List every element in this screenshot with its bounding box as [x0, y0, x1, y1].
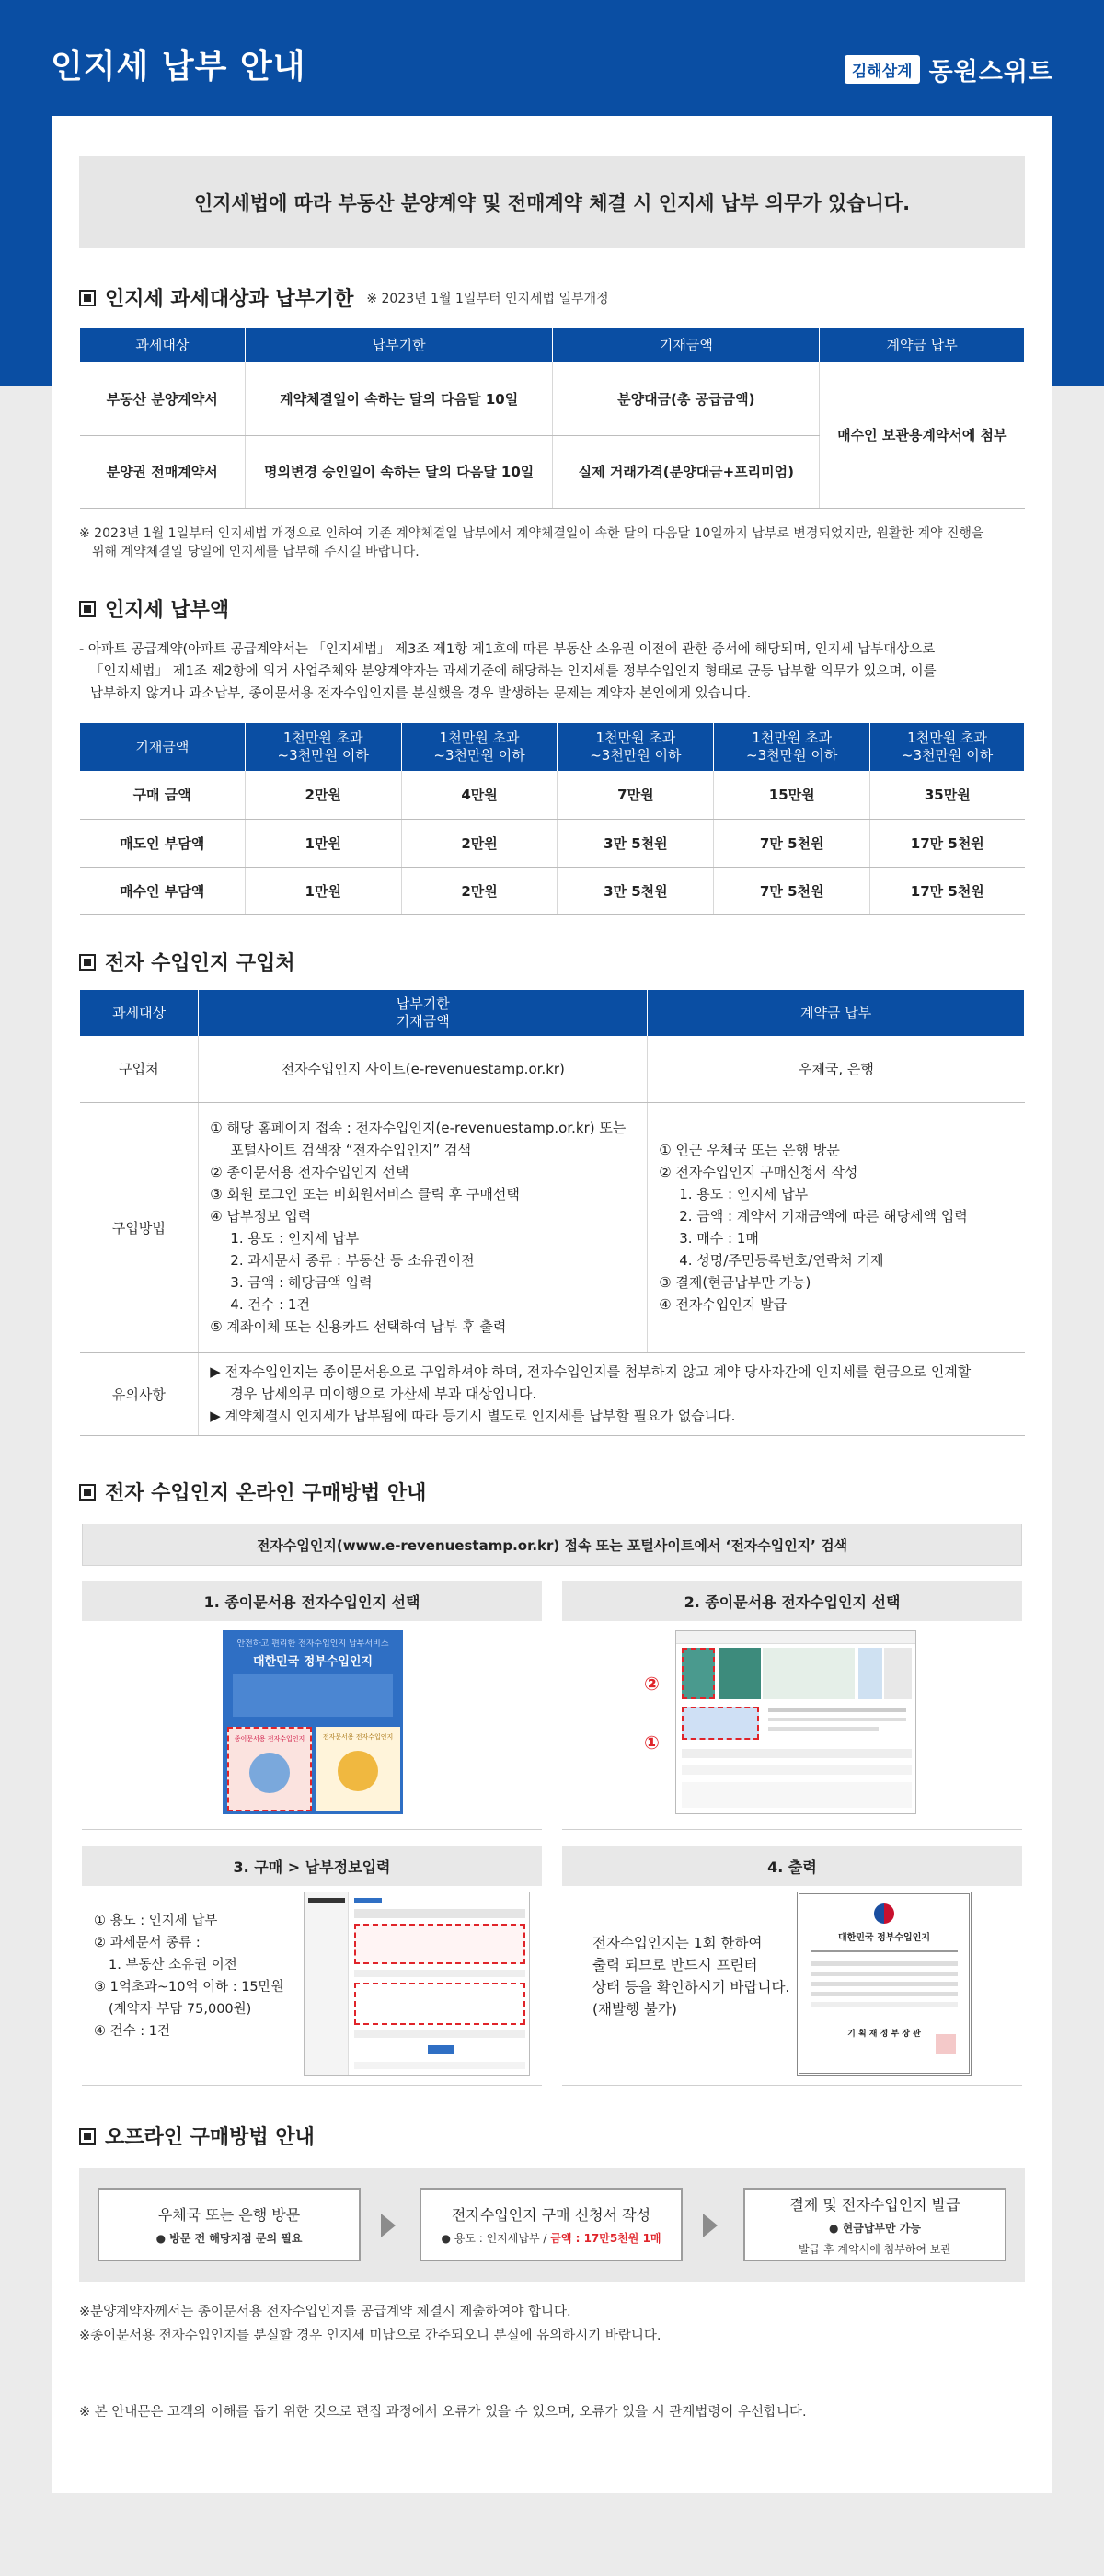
step4-stamp-printout: 대한민국 정부수입인지 기 획 재 정 부 장 관 — [797, 1892, 972, 2076]
offline-step-form: 전자수입인지 구매 신청서 작성 ● 용도 : 인지세납부 / 금액 : 17만5천원 1매 — [420, 2188, 683, 2261]
section2-paragraph: - 아파트 공급계약(아파트 공급계약서는 「인지세법」 제3조 제1항 제1호에 따른 부동산 소유권 이전에 관한 증서에 해당되며, 인지세 납부대상으로 「인지세법」 제1조 제2항에 의거 사업주체와 분양계약자는 과세기준에 해당하는 인지세를 정부수입인지 형태로 균등 납부할 의무가 있으며, 이를 납부하지 않거나 과소납부, 종이문서용 전자수입인지를 분실했을 경우 발생하는 문제는 계약자 본인에게 있습니다. — [79, 642, 937, 701]
offline-flow — [79, 2168, 1025, 2282]
square-bullet-icon — [79, 290, 96, 306]
arrow-right-icon — [381, 2214, 396, 2237]
step3-instructions: ① 용도 : 인지세 납부 ② 과세문서 종류 : 1. 부동산 소유권 이전 ③ 1억초과~10억 이하 : 15만원 (계약자 부담 75,000원) ④ 건수 : 1건 — [94, 1914, 284, 2039]
section1-note: ※ 2023년 1월 1일부터 인지세법 개정으로 인하여 기존 계약체결일 납부에서 계약체결일이 속한 달의 다음달 10일까지 납부로 변경되었지만, 원활한 계약 진행을 위해 계약체결일 당일에 인지세를 납부해 주시길 바랍니다. — [79, 526, 984, 559]
step2-marker-2: ② — [644, 1673, 660, 1695]
caution-notes: ▶ 전자수입인지는 종이문서용으로 구입하셔야 하며, 전자수입인지를 첨부하지 않고 계약 당사자간에 인지세를 현금으로 인계할 경우 납세의무 미이행으로 가산세 부과 대상입니다. ▶ 계약체결시 인지세가 납부됨에 따라 등기시 별도로 인지세를 납부할 필요가 없습니다. — [199, 1352, 1025, 1435]
section5-notes: ※분양계약자께서는 종이문서용 전자수입인지를 공급계약 체결시 제출하여야 합니다. ※종이문서용 전자수입인지를 분실할 경우 인지세 미납으로 간주되오니 분실에 유의하시기 바랍니다. — [79, 2305, 661, 2343]
page-header — [0, 0, 1104, 120]
table-header: 1천만원 초과 ~3천만원 이하 — [714, 723, 870, 771]
step4-heading: 4. 출력 — [562, 1846, 1022, 1886]
section4-title: 전자 수입인지 온라인 구매방법 안내 — [79, 1478, 426, 1506]
tax-amount-table — [79, 723, 1025, 915]
tax-subject-table — [79, 328, 1025, 509]
step1-heading: 1. 종이문서용 전자수입인지 선택 — [82, 1581, 542, 1621]
brand-location-badge: 김해삼계 — [845, 55, 920, 84]
step3-heading: 3. 구매 > 납부정보입력 — [82, 1846, 542, 1886]
purchase-place-table — [79, 990, 1025, 1436]
step2-heading: 2. 종이문서용 전자수입인지 선택 — [562, 1581, 1022, 1621]
section1-subtitle: ※ 2023년 1월 1일부터 인지세법 일부개정 — [366, 291, 609, 306]
table-row: 구입처 전자수입인지 사이트(e-revenuestamp.or.kr) 우체국, 은행 — [80, 1036, 1025, 1102]
merged-cell: 매수인 보관용계약서에 첨부 — [820, 362, 1025, 508]
intro-notice: 인지세법에 따라 부동산 분양계약 및 전매계약 체결 시 인지세 납부 의무가 있습니다. — [79, 156, 1025, 248]
table-header: 납부기한 기재금액 — [199, 990, 648, 1036]
square-bullet-icon — [79, 601, 96, 617]
table-header: 계약금 납부 — [820, 328, 1025, 362]
table-row: 구매 금액 2만원 4만원 7만원 15만원 35만원 — [80, 771, 1025, 819]
square-bullet-icon — [79, 954, 96, 971]
table-header: 과세대상 — [80, 328, 246, 362]
step2-marker-1: ① — [644, 1731, 660, 1754]
step4-instructions: 전자수입인지는 1회 한하여 출력 되므로 반드시 프린터 상태 등을 확인하시기 바랍니다. (재발행 불가) — [592, 1935, 790, 2018]
section3-title: 전자 수입인지 구입처 — [79, 948, 295, 976]
arrow-right-icon — [703, 2214, 718, 2237]
page-title: 인지세 납부 안내 — [51, 48, 306, 86]
footer-disclaimer: ※ 본 안내문은 고객의 이해를 돕기 위한 것으로 편집 과정에서 오류가 있을 수 있으며, 오류가 있을 시 관계법령이 우선합니다. — [79, 2405, 807, 2420]
table-header: 1천만원 초과 ~3천만원 이하 — [558, 723, 714, 771]
brand-logo — [845, 52, 1053, 87]
online-guide-banner: 전자수입인지(www.e-revenuestamp.or.kr) 접속 또는 포털사이트에서 ‘전자수입인지’ 검색 — [82, 1524, 1022, 1566]
step1-screenshot: 안전하고 편리한 전자수입인지 납부서비스 대한민국 정부수입인지 종이문서용 전자수입인지 전자문서용 전자수입인지 — [223, 1630, 403, 1814]
offline-purchase-steps: ① 인근 우체국 또는 은행 방문 ② 전자수입인지 구매신청서 작성 1. 용도 : 인지세 납부 2. 금액 : 계약서 기재금액에 따른 해당세액 입력 3. 매수 : 1매 4. 성명/주민등록번호/연락처 기재 ③ 결제(현금납부만 가능) ④ 전자수입인지 발급 — [648, 1102, 1025, 1352]
table-header: 기재금액 — [80, 723, 246, 771]
section2-title: 인지세 납부액 — [79, 594, 229, 623]
table-row: 분양권 전매계약서 명의변경 승인일이 속하는 달의 다음달 10일 실제 거래가격(분양대금+프리미엄) — [80, 435, 1025, 508]
table-header: 1천만원 초과 ~3천만원 이하 — [401, 723, 558, 771]
brand-name: 동원스위트 — [928, 58, 1053, 86]
table-row: 매수인 부담액 1만원 2만원 3만 5천원 7만 5천원 17만 5천원 — [80, 867, 1025, 914]
section5-title: 오프라인 구매방법 안내 — [79, 2122, 315, 2150]
government-emblem-icon — [874, 1903, 894, 1924]
section1-title: 인지세 과세대상과 납부기한 ※ 2023년 1월 1일부터 인지세법 일부개정 — [79, 283, 609, 312]
paper-stamp-option: 종이문서용 전자수입인지 — [227, 1727, 312, 1811]
offline-step-payment: 결제 및 전자수입인지 발급 ● 현금납부만 가능 발급 후 계약서에 첨부하여 보관 — [743, 2188, 1006, 2261]
table-row: 부동산 분양계약서 계약체결일이 속하는 달의 다음달 10일 분양대금(총 공급금액) 매수인 보관용계약서에 첨부 — [80, 362, 1025, 435]
step2-screenshot — [675, 1630, 916, 1814]
step3-screenshot — [304, 1892, 530, 2076]
table-row: 매도인 부담액 1만원 2만원 3만 5천원 7만 5천원 17만 5천원 — [80, 819, 1025, 867]
electronic-stamp-option: 전자문서용 전자수입인지 — [316, 1727, 400, 1811]
seal-icon — [936, 2034, 956, 2054]
table-row: 구입방법 ① 해당 홈페이지 접속 : 전자수입인지(e-revenuestamp.or.kr) 또는 포털사이트 검색창 “전자수입인지” 검색 ② 종이문서용 전자수입인지 선택 ③ 회원 로그인 또는 비회원서비스 클릭 후 구매선택 ④ 납부정보 입력 1. 용도 : 인지세 납부 2. 과세문서 종류 : 부동산 등 소유권이전 3. 금액 : 해당금액 입력 4. 건수 : 1건 ⑤ 계좌이체 또는 신용카드 선택하여 납부 후 출력 ① 인근 우체국 또는 은행 방문 ② 전자수입인지 구매신청서 작성 1. 용도 : 인지세 납부 2. 금액 : 계약서 기재금액에 따른 해당세액 입력 3. 매수 : 1매 4. 성명/주민등록번호/연락처 기재 ③ 결제(현금납부만 가능) ④ 전자수입인지 발급 — [80, 1102, 1025, 1352]
table-header: 1천만원 초과 ~3천만원 이하 — [245, 723, 401, 771]
offline-step-visit: 우체국 또는 은행 방문 ● 방문 전 해당지점 문의 필요 — [98, 2188, 361, 2261]
table-header: 1천만원 초과 ~3천만원 이하 — [870, 723, 1025, 771]
square-bullet-icon — [79, 2128, 96, 2145]
table-header: 기재금액 — [553, 328, 820, 362]
table-header: 납부기한 — [245, 328, 553, 362]
square-bullet-icon — [79, 1484, 96, 1501]
table-header: 과세대상 — [80, 990, 199, 1036]
table-header: 계약금 납부 — [648, 990, 1025, 1036]
table-row: 유의사항 ▶ 전자수입인지는 종이문서용으로 구입하셔야 하며, 전자수입인지를 첨부하지 않고 계약 당사자간에 인지세를 현금으로 인계할 경우 납세의무 미이행으로 가산세 부과 대상입니다. ▶ 계약체결시 인지세가 납부됨에 따라 등기시 별도로 인지세를 납부할 필요가 없습니다. — [80, 1352, 1025, 1435]
content-card — [52, 116, 1052, 2493]
online-purchase-steps: ① 해당 홈페이지 접속 : 전자수입인지(e-revenuestamp.or.kr) 또는 포털사이트 검색창 “전자수입인지” 검색 ② 종이문서용 전자수입인지 선택 ③ 회원 로그인 또는 비회원서비스 클릭 후 구매선택 ④ 납부정보 입력 1. 용도 : 인지세 납부 2. 과세문서 종류 : 부동산 등 소유권이전 3. 금액 : 해당금액 입력 4. 건수 : 1건 ⑤ 계좌이체 또는 신용카드 선택하여 납부 후 출력 — [199, 1102, 648, 1352]
